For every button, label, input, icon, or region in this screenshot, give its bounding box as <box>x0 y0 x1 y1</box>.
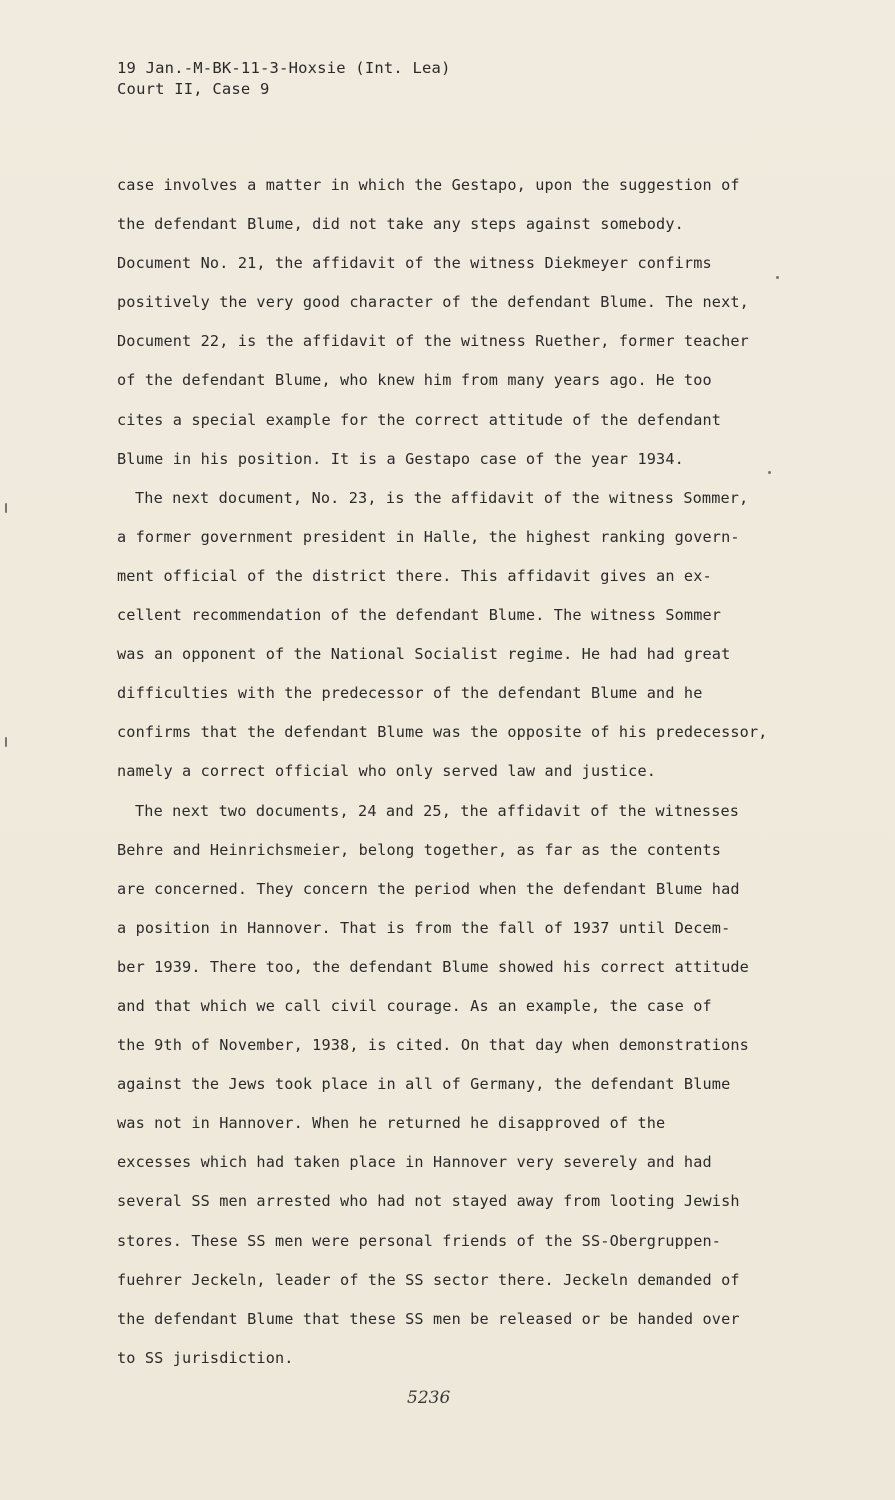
text-line: several SS men arrested who had not stayed away from looting Jewish <box>117 1192 740 1211</box>
paper-speck <box>776 276 779 279</box>
text-line: excesses which had taken place in Hannover very severely and had <box>117 1153 712 1172</box>
paper-speck <box>768 471 771 474</box>
text-line: the 9th of November, 1938, is cited. On that day when demonstrations <box>117 1036 749 1055</box>
text-line: cellent recommendation of the defendant Blume. The witness Sommer <box>117 606 722 625</box>
text-line: are concerned. They concern the period when the defendant Blume had <box>117 879 740 898</box>
text-line: ber 1939. There too, the defendant Blume showed his correct attitude <box>117 957 749 976</box>
text-line: The next document, No. 23, is the affidavit of the witness Sommer, <box>135 488 749 507</box>
text-line: against the Jews took place in all of Germany, the defendant Blume <box>117 1075 731 1094</box>
text-line: a former government president in Halle, the highest ranking govern- <box>117 527 740 546</box>
text-line: of the defendant Blume, who knew him from many years ago. He too <box>117 371 712 390</box>
text-line: and that which we call civil courage. As an example, the case of <box>117 996 712 1015</box>
text-line: was not in Hannover. When he returned he disapproved of the <box>117 1114 666 1133</box>
text-line: Blume in his position. It is a Gestapo case of the year 1934. <box>117 449 684 468</box>
text-line: stores. These SS men were personal friends of the SS-Obergruppen- <box>117 1231 722 1250</box>
text-line: Behre and Heinrichsmeier, belong together, as far as the contents <box>117 840 722 859</box>
text-line: was an opponent of the National Socialist regime. He had had great <box>117 645 731 664</box>
document-header <box>117 58 451 100</box>
text-line: confirms that the defendant Blume was the opposite of his predecessor, <box>117 723 768 742</box>
text-line: cites a special example for the correct attitude of the defendant <box>117 410 722 429</box>
text-line: The next two documents, 24 and 25, the affidavit of the witnesses <box>135 801 740 820</box>
text-line: the defendant Blume that these SS men be released or be handed over <box>117 1309 740 1328</box>
text-line: a position in Hannover. That is from the fall of 1937 until Decem- <box>117 918 731 937</box>
paper-mark <box>5 737 7 747</box>
header-court: Court II, Case 9 <box>117 80 270 98</box>
page-number: 5236 <box>407 1388 451 1408</box>
text-line: Document 22, is the affidavit of the witness Ruether, former teacher <box>117 332 749 351</box>
text-line: namely a correct official who only served law and justice. <box>117 762 657 781</box>
transcript-body <box>117 172 807 1384</box>
text-line: case involves a matter in which the Gestapo, upon the suggestion of <box>117 176 740 194</box>
text-line: to SS jurisdiction. <box>117 1348 294 1367</box>
text-line: positively the very good character of the defendant Blume. The next, <box>117 293 749 312</box>
text-line: difficulties with the predecessor of the defendant Blume and he <box>117 684 703 703</box>
text-line: ment official of the district there. This affidavit gives an ex- <box>117 566 712 585</box>
text-line: Document No. 21, the affidavit of the witness Diekmeyer confirms <box>117 254 712 273</box>
text-line: fuehrer Jeckeln, leader of the SS sector there. Jeckeln demanded of <box>117 1270 740 1289</box>
text-line: the defendant Blume, did not take any steps against somebody. <box>117 215 684 234</box>
paper-mark <box>5 503 7 513</box>
header-reference: 19 Jan.-M-BK-11-3-Hoxsie (Int. Lea) <box>117 59 451 77</box>
